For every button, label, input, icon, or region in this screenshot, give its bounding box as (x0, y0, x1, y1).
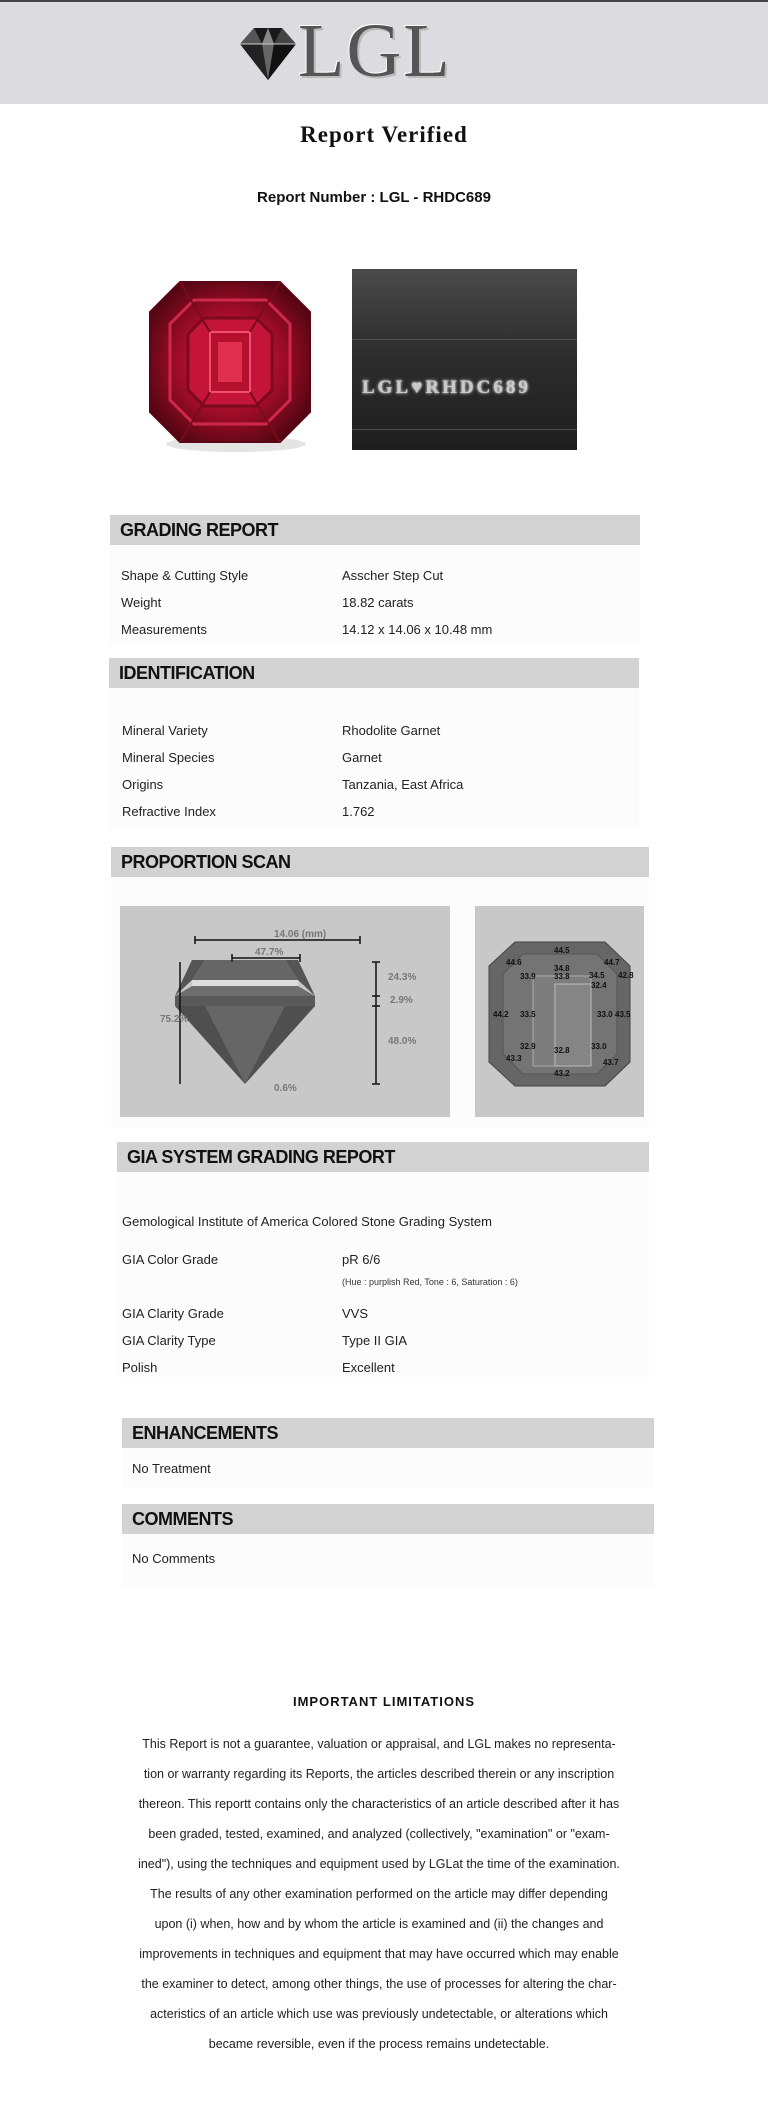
gia-subtitle: Gemological Institute of America Colored Stone Grading System (122, 1214, 492, 1229)
page-title: Report Verified (300, 122, 468, 147)
row-value: VVS (342, 1306, 369, 1321)
enhancements-text: No Treatment (132, 1461, 211, 1476)
limitations-line: thereon. This reportt contains only the characteristics of an article described after it has (138, 1797, 620, 1811)
row-label: Mineral Variety (122, 723, 208, 738)
crown-label: 24.3% (388, 972, 417, 983)
row-value: Tanzania, East Africa (342, 777, 464, 792)
enhancements-header: ENHANCEMENTS (122, 1418, 654, 1448)
top-label: 42.8 (618, 971, 634, 980)
limitations-title: IMPORTANT LIMITATIONS (292, 1694, 476, 1709)
width-label: 14.06 (mm) (274, 929, 327, 940)
top-label: 33.9 (520, 972, 536, 981)
top-label: 44.6 (506, 958, 522, 967)
inscription-text: LGL♥RHDC689 (362, 377, 531, 398)
header-banner (0, 2, 768, 104)
top-label: 32.4 (591, 981, 607, 990)
limitations-line: been graded, tested, examined, and analyzed (collectively, "examination" or "exam- (148, 1827, 610, 1841)
row-value: 1.762 (342, 804, 375, 819)
top-label: 34.5 (589, 971, 605, 980)
limitations-line: This Report is not a guarantee, valuation or appraisal, and LGL makes no representa- (142, 1737, 616, 1751)
top-label: 44.2 (493, 1010, 509, 1019)
comments-text: No Comments (132, 1551, 216, 1566)
row-value: 14.12 x 14.06 x 10.48 mm (342, 622, 493, 637)
grading-report-section (110, 515, 640, 645)
top-label: 33.0 (591, 1042, 607, 1051)
row-label: Mineral Species (122, 750, 215, 765)
gem-photo (132, 268, 328, 458)
row-value: Garnet (342, 750, 382, 765)
girdle-label: 2.9% (390, 995, 413, 1006)
report-number: Report Number : LGL - RHDC689 (257, 189, 491, 206)
top-label: 43.3 (506, 1054, 522, 1063)
proportion-scan-header: PROPORTION SCAN (111, 847, 649, 877)
row-value: Type II GIA (342, 1333, 408, 1348)
top-label: 32.8 (554, 1046, 570, 1055)
top-label: 33.0 (597, 1010, 613, 1019)
grading-report-header: GRADING REPORT (110, 515, 640, 545)
limitations-line: acteristics of an article which use was previously undetectable, or alterations which (150, 2007, 608, 2021)
top-label: 43.7 (603, 1058, 619, 1067)
top-label: 33.5 (520, 1010, 536, 1019)
limitations-line: upon (i) when, how and by whom the article is examined and (ii) the changes and (154, 1917, 604, 1931)
top-label: 43.2 (554, 1069, 570, 1078)
row-label: GIA Clarity Grade (122, 1306, 224, 1321)
comments-section (122, 1504, 654, 1586)
gia-section (117, 1142, 649, 1377)
laser-inscription-photo (352, 269, 577, 450)
row-label: Refractive Index (122, 804, 216, 819)
row-value: Asscher Step Cut (342, 568, 444, 583)
top-label: 44.5 (554, 946, 570, 955)
top-label: 44.7 (604, 958, 620, 967)
identification-header: IDENTIFICATION (109, 658, 639, 688)
diamond-icon (232, 22, 304, 86)
gia-header: GIA SYSTEM GRADING REPORT (117, 1142, 649, 1172)
top-label: 43.5 (615, 1010, 631, 1019)
row-value: pR 6/6 (342, 1252, 381, 1267)
top-view-diagram (475, 906, 644, 1117)
logo-text: LGL (298, 9, 452, 93)
color-grade-note: (Hue : purplish Red, Tone : 6, Saturation : 6) (342, 1277, 518, 1287)
top-label: 33.8 (554, 972, 570, 981)
asscher-gem-icon (132, 268, 328, 458)
limitations-line: tion or warranty regarding its Reports, the articles described therein or any inscription (143, 1767, 615, 1781)
top-label: 34.8 (554, 964, 570, 973)
side-profile-shape (175, 960, 315, 1084)
pavilion-label: 48.0% (388, 1036, 417, 1047)
lgl-logo[interactable] (232, 9, 492, 94)
culet-label: 0.6% (274, 1083, 297, 1094)
row-value: 18.82 carats (342, 595, 414, 610)
row-label: GIA Clarity Type (122, 1333, 216, 1348)
comments-header: COMMENTS (122, 1504, 654, 1534)
limitations-line: the examiner to detect, among other things, the use of processes for altering the char- (141, 1977, 617, 1991)
top-label: 32.9 (520, 1042, 536, 1051)
enhancements-section (122, 1418, 654, 1488)
proportion-scan-section (111, 847, 649, 1127)
row-label: GIA Color Grade (122, 1252, 219, 1267)
table-pct-label: 47.7% (255, 947, 284, 958)
row-label: Measurements (121, 622, 207, 637)
row-value: Rhodolite Garnet (342, 723, 441, 738)
total-depth-label: 75.2% (160, 1014, 189, 1025)
identification-section (109, 658, 639, 828)
limitations-line: improvements in techniques and equipment that may have occurred which may enable (139, 1947, 619, 1961)
limitations-line: ined"), using the techniques and equipment used by LGLat the time of the examination. (138, 1857, 620, 1871)
limitations-line: became reversible, even if the process remains undetectable. (208, 2037, 550, 2051)
row-label: Weight (121, 595, 162, 610)
row-label: Shape & Cutting Style (121, 568, 249, 583)
row-label: Polish (122, 1360, 158, 1375)
row-label: Origins (122, 777, 164, 792)
limitations-line: The results of any other examination performed on the article may differ depending (150, 1887, 608, 1901)
row-value: Excellent (342, 1360, 395, 1375)
side-profile-diagram (120, 906, 450, 1117)
